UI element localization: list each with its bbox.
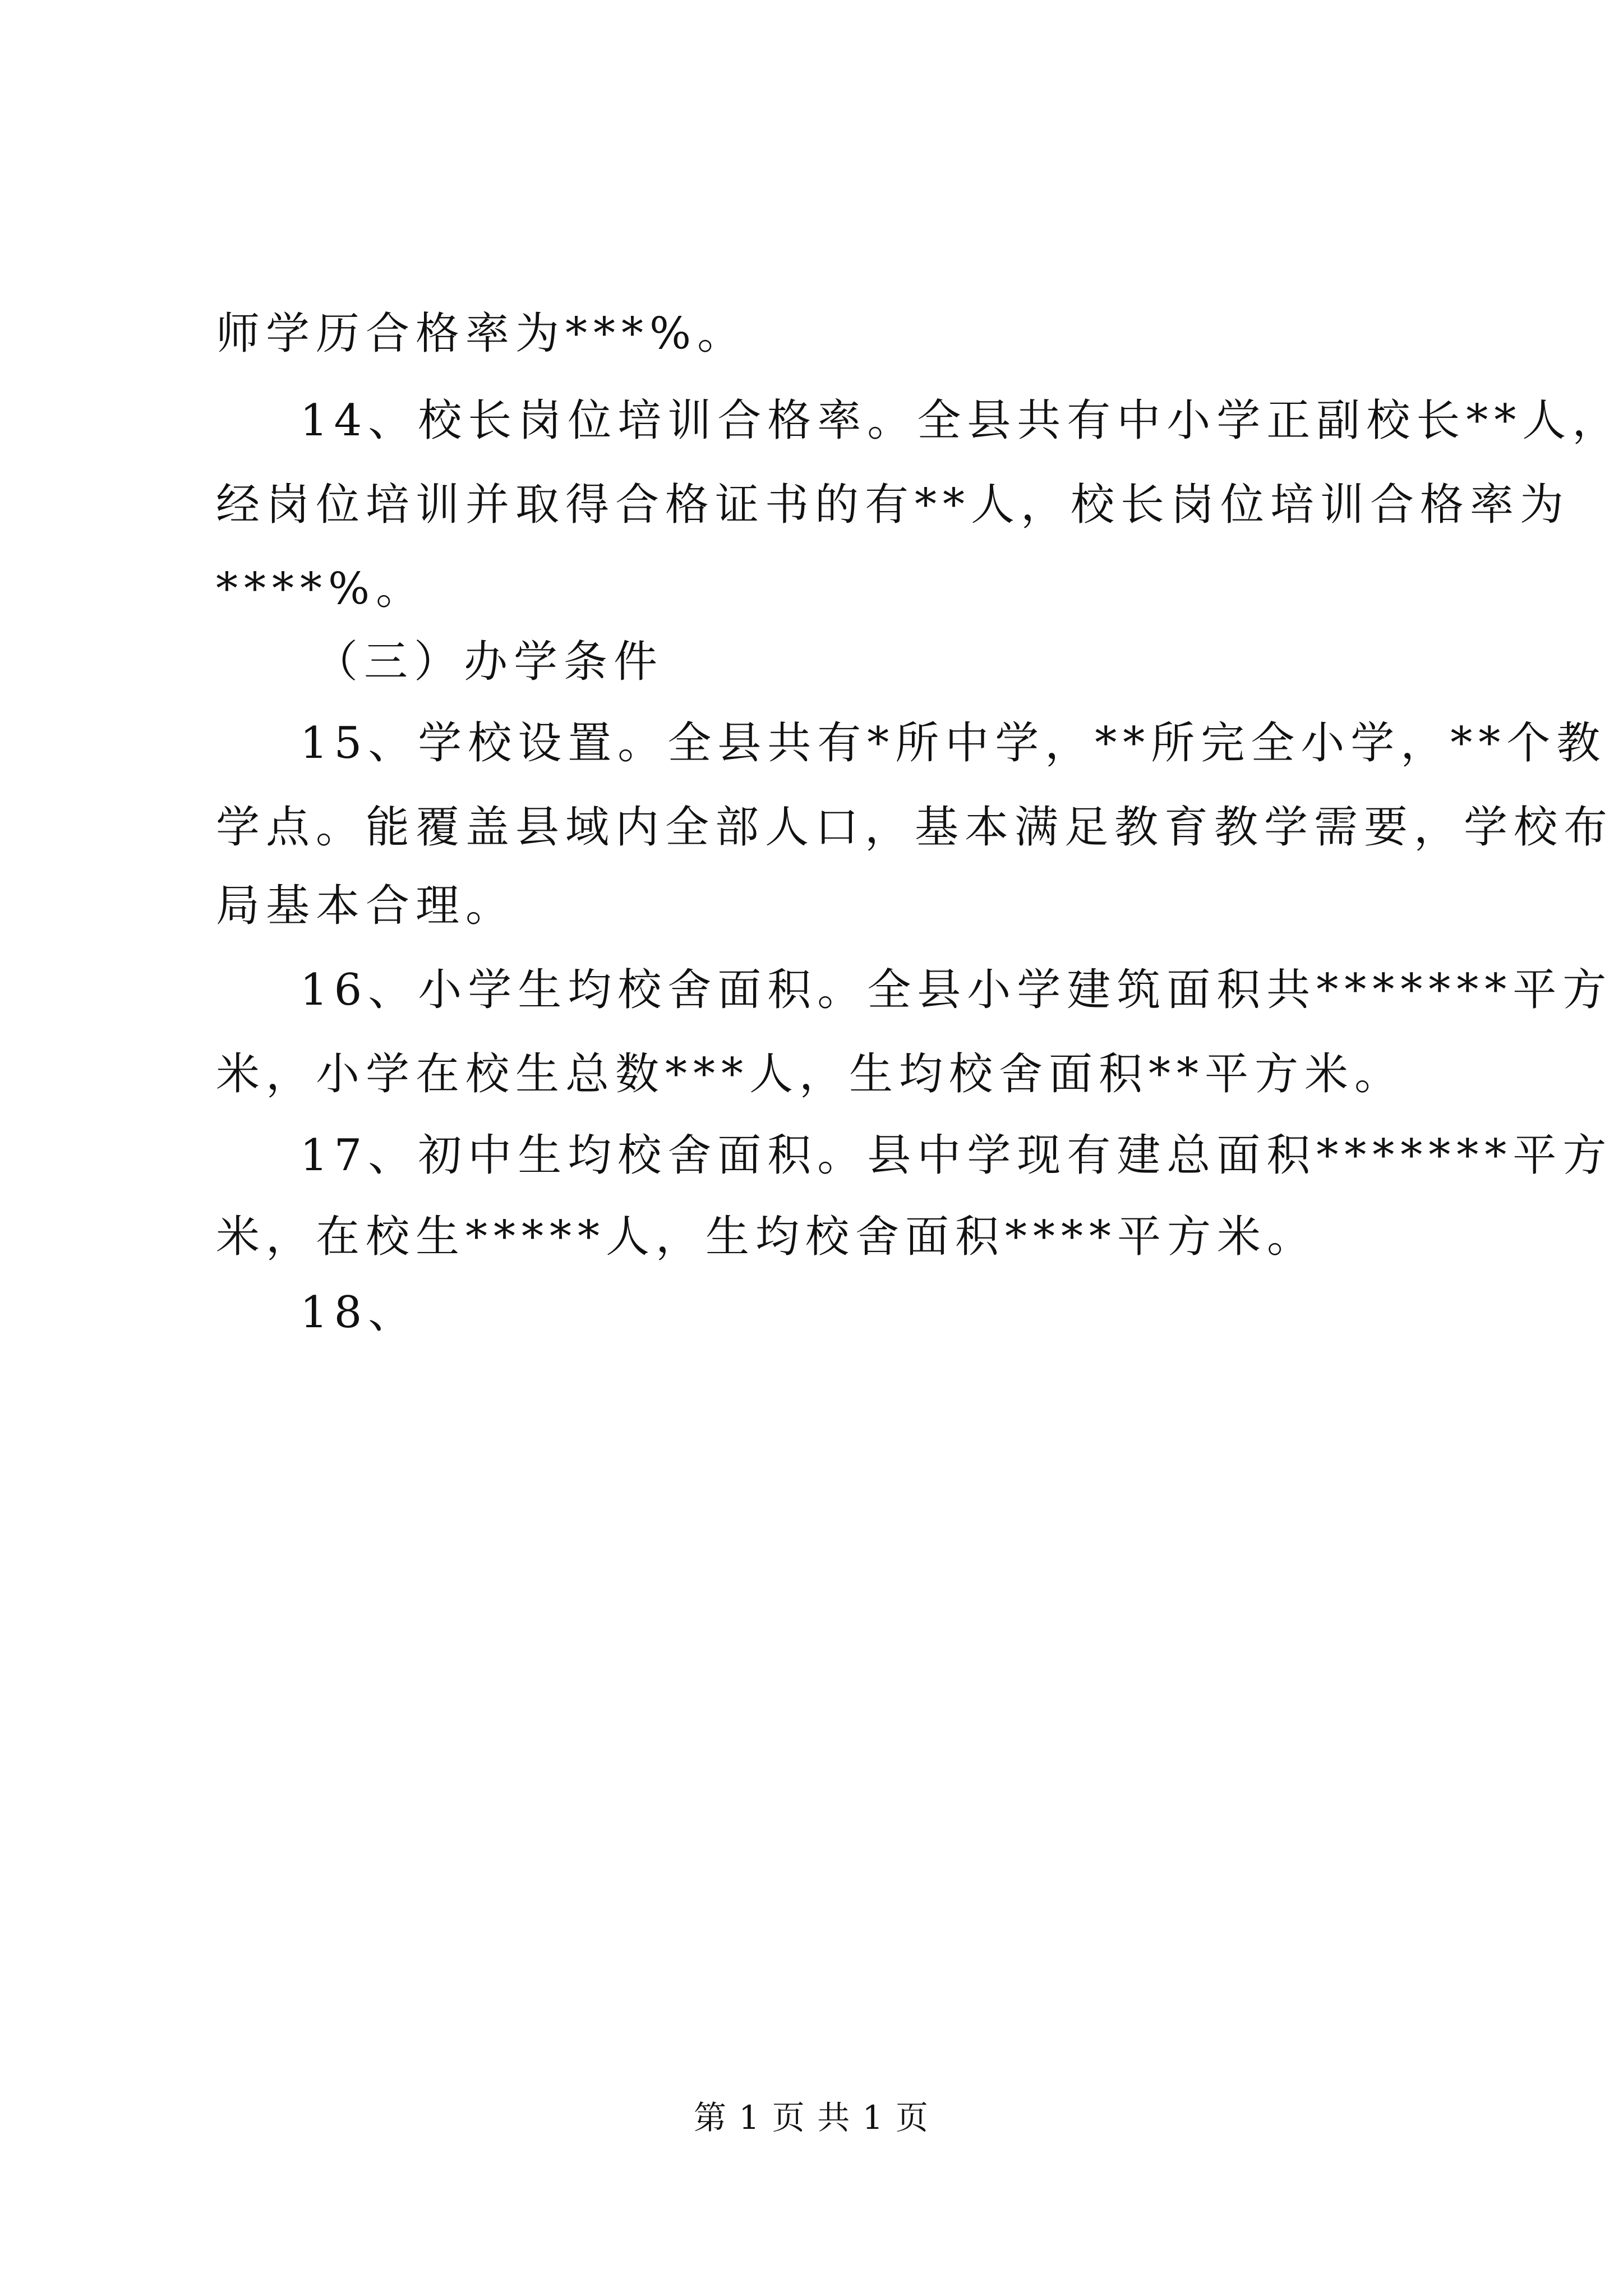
text-line-4: ****%。 <box>216 564 426 614</box>
text-line-8: 局基本合理。 <box>216 881 516 931</box>
text-line-13: 18、 <box>300 1287 418 1338</box>
text-line-6: 15、学校设置。全县共有*所中学，**所完全小学，**个教 <box>300 718 1607 769</box>
page-footer: 第 1 页 共 1 页 <box>694 2099 929 2137</box>
text-line-2: 14、校长岗位培训合格率。全县共有中小学正副校长**人， <box>300 395 1622 446</box>
text-line-1: 师学历合格率为***%。 <box>216 309 748 359</box>
text-line-10: 米，小学在校生总数***人，生均校舍面积**平方米。 <box>216 1049 1405 1099</box>
text-line-11: 17、初中生均校舍面积。县中学现有建总面积*******平方 <box>300 1130 1613 1181</box>
section-heading: （三）办学条件 <box>314 637 664 687</box>
text-line-7: 学点。能覆盖县域内全部人口，基本满足教育教学需要，学校布 <box>216 802 1614 853</box>
text-line-12: 米，在校生*****人，生均校舍面积****平方米。 <box>216 1212 1317 1262</box>
text-line-9: 16、小学生均校舍面积。全县小学建筑面积共*******平方 <box>300 965 1613 1015</box>
text-line-3: 经岗位培训并取得合格证书的有**人，校长岗位培训合格率为 <box>216 480 1570 530</box>
